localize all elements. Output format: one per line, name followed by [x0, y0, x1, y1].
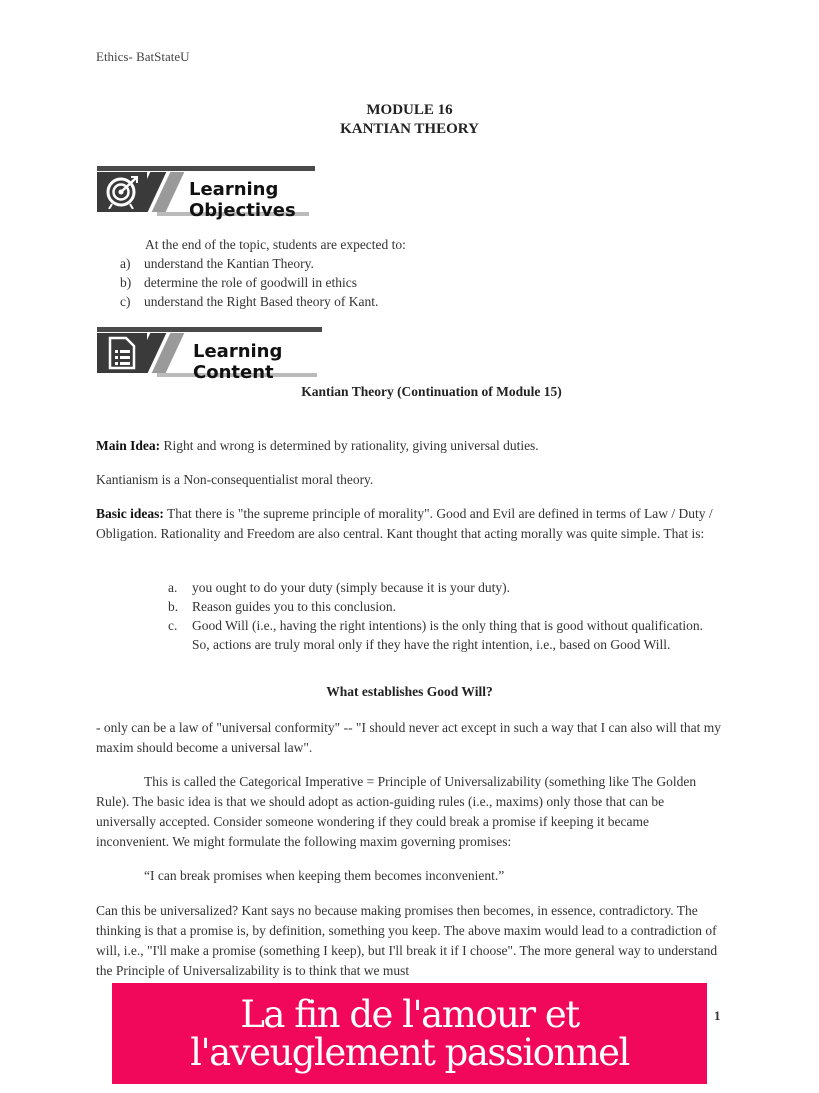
- universal-law-paragraph: - only can be a law of "universal conformity" -- "I should never act except in such a way that I can also will that my maxim should become a universal law".: [96, 720, 721, 755]
- objective-item: c) understand the Right Based theory of Kant.: [120, 294, 379, 309]
- content-banner-label: Learning Content: [193, 341, 283, 383]
- title-overlay-banner: [112, 983, 707, 1084]
- running-header: Ethics- BatStateU: [96, 49, 190, 64]
- universalized-paragraph: Can this be universalized? Kant says no because making promises then becomes, in essence, contradictory. The thinking is that a promise is, by definition, something you keep. The above maxim would lead to a contradiction of will, i.e., "I'll make a promise (something I keep), but I'll break it if I choose". The more general way to understand the Principle of Universalizability is to think that we must: [96, 903, 718, 978]
- basic-list-item: a. you ought to do your duty (simply because it is your duty).: [168, 580, 510, 595]
- target-icon: [104, 175, 140, 214]
- main-idea: Main Idea: Right and wrong is determined by rationality, giving universal duties.: [96, 438, 539, 453]
- main-idea-label: Main Idea:: [96, 438, 161, 453]
- learning-objectives-banner: [97, 166, 322, 221]
- basic-list-item: b. Reason guides you to this conclusion.: [168, 599, 396, 614]
- objectives-intro: At the end of the topic, students are expected to:: [145, 237, 406, 252]
- document-list-icon: [106, 336, 138, 375]
- objectives-banner-label: Learning Objectives: [189, 179, 296, 221]
- page-number: 1: [714, 1008, 721, 1023]
- maxim-quote: “I can break promises when keeping them becomes inconvenient.”: [144, 868, 505, 883]
- basic-list-item: c. Good Will (i.e., having the right intentions) is the only thing that is good without qualification. So, actions are truly moral only if they have the right intention, i.e., based on Good Will.: [168, 618, 704, 652]
- kantianism-line: Kantianism is a Non-consequentialist moral theory.: [96, 472, 374, 487]
- objective-item: a) understand the Kantian Theory.: [120, 256, 314, 271]
- overlay-line-1: La fin de l'amour et: [240, 992, 579, 1036]
- objective-item: b) determine the role of goodwill in ethics: [120, 275, 357, 290]
- learning-content-banner: [97, 327, 322, 383]
- categorical-imperative-paragraph: This is called the Categorical Imperative = Principle of Universalizability (something like The Golden Rule). The basic idea is that we should adopt as action-guiding rules (i.e., maxims) only those that can be universally accepted. Consider someone wondering if they could break a promise if keeping it became inconvenient. We might formulate the following maxim governing promises:: [96, 774, 697, 849]
- overlay-line-2: l'aveuglement passionnel: [190, 1030, 629, 1074]
- good-will-heading: What establishes Good Will?: [326, 684, 493, 699]
- basic-ideas-label: Basic ideas:: [96, 506, 164, 521]
- module-title: KANTIAN THEORY: [340, 121, 479, 137]
- section-title: Kantian Theory (Continuation of Module 15): [301, 384, 562, 399]
- module-number: MODULE 16: [366, 102, 453, 118]
- basic-ideas: Basic ideas: That there is "the supreme principle of morality". Good and Evil are defined in terms of Law / Duty / Obligation. Rationality and Freedom are also central. Kant thought that acting morally was quite simple. That is:: [96, 506, 713, 541]
